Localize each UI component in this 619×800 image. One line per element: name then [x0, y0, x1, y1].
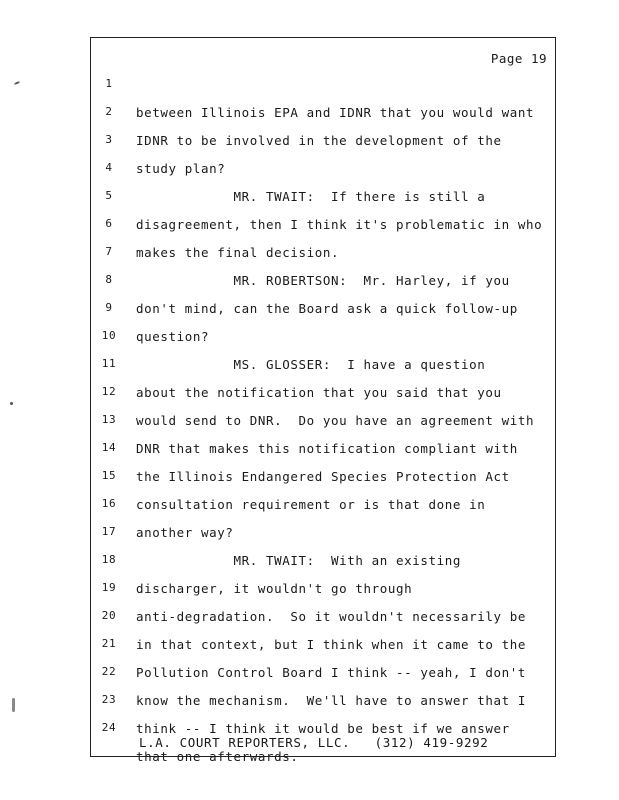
line-number: 22: [101, 665, 117, 678]
line-number: 4: [105, 161, 113, 174]
transcript-line: [91, 75, 557, 120]
line-text: that one afterwards.: [136, 749, 299, 764]
reporter-footer: L.A. COURT REPORTERS, LLC. (312) 419-9292: [139, 735, 489, 750]
line-number: 7: [105, 245, 113, 258]
line-number: 11: [101, 357, 117, 370]
line-number: 21: [101, 637, 117, 650]
line-number: 14: [101, 441, 117, 454]
line-text: anti-degradation. So it wouldn't necessarily be: [136, 609, 527, 624]
line-text: Pollution Control Board I think -- yeah, I don't: [136, 665, 527, 680]
line-text: don't mind, can the Board ask a quick follow-up: [136, 301, 518, 316]
line-text: disagreement, then I think it's problematic in who: [136, 217, 543, 232]
line-text: in that context, but I think when it came to the: [136, 637, 527, 652]
transcript-line: [91, 159, 557, 204]
line-number: 8: [105, 273, 113, 286]
line-text: about the notification that you said that you: [136, 385, 502, 400]
line-number: 6: [105, 217, 113, 230]
line-number: 19: [101, 581, 117, 594]
line-text: question?: [136, 329, 210, 344]
line-text: IDNR to be involved in the development of the: [136, 133, 502, 148]
transcript-line: [91, 271, 557, 316]
line-number: 15: [101, 469, 117, 482]
line-text: know the mechanism. We'll have to answer that I: [136, 693, 527, 708]
line-text: between Illinois EPA and IDNR that you would want: [136, 105, 535, 120]
line-number: 12: [101, 385, 117, 398]
scan-speck: [10, 402, 13, 405]
page-number: Page 19: [490, 51, 547, 66]
line-text: the Illinois Endangered Species Protection Act: [136, 469, 510, 484]
line-text: MR. TWAIT: With an existing: [136, 553, 462, 568]
line-number: 2: [105, 105, 113, 118]
line-number: 24: [101, 721, 117, 734]
line-number: 20: [101, 609, 117, 622]
line-number: 9: [105, 301, 113, 314]
line-number: 23: [101, 693, 117, 706]
line-number: 1: [105, 77, 113, 90]
line-number: 17: [101, 525, 117, 538]
scan-speck: [14, 81, 20, 85]
transcript-page: [90, 37, 556, 764]
line-text: discharger, it wouldn't go through: [136, 581, 413, 596]
line-text: MS. GLOSSER: I have a question: [136, 357, 486, 372]
line-number: 18: [101, 553, 117, 566]
line-text: MR. TWAIT: If there is still a: [136, 189, 486, 204]
line-number: 10: [101, 329, 117, 342]
line-number: 3: [105, 133, 113, 146]
line-number: 13: [101, 413, 117, 426]
transcript-line: [91, 103, 557, 148]
scan-speck: [12, 698, 15, 712]
transcript-line: [91, 131, 557, 176]
line-text: study plan?: [136, 161, 226, 176]
transcript-line: [91, 187, 557, 232]
line-number: 16: [101, 497, 117, 510]
line-number: 5: [105, 189, 113, 202]
transcript-line: [91, 243, 557, 288]
line-text: would send to DNR. Do you have an agreement with: [136, 413, 535, 428]
line-text: consultation requirement or is that done in: [136, 497, 486, 512]
line-text: makes the final decision.: [136, 245, 340, 260]
line-text: another way?: [136, 525, 234, 540]
line-text: DNR that makes this notification compliant with: [136, 441, 518, 456]
transcript-line: [91, 215, 557, 260]
line-text: MR. ROBERTSON: Mr. Harley, if you: [136, 273, 510, 288]
line-text: think -- I think it would be best if we answer: [136, 721, 510, 736]
